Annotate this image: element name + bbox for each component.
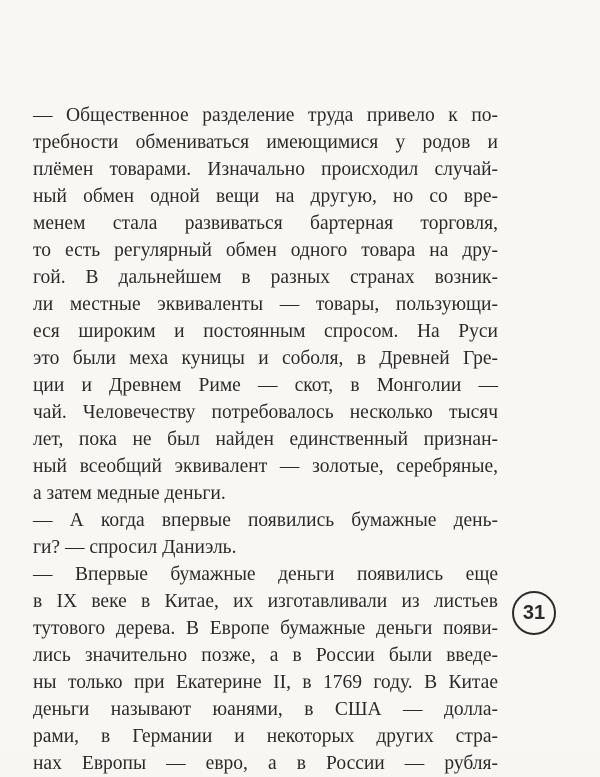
text-line: лись значительно позже, а в России были введе- <box>33 645 498 666</box>
text-line: ги? — спросил Даниэль. <box>33 537 237 558</box>
text-line: тутового дерева. В Европе бумажные деньги появи- <box>33 618 498 639</box>
page-number-badge: 31 <box>512 591 556 635</box>
text-line: это были меха куницы и соболя, в Древней Гре- <box>33 348 498 369</box>
text-line: плёмен товарами. Изначально происходил случай- <box>33 159 498 180</box>
text-line: ции и Древнем Риме — скот, в Монголии — <box>33 375 498 396</box>
text-line: — Общественное разделение труда привело к по- <box>33 105 498 126</box>
text-line: ли местные эквиваленты — товары, пользующи- <box>33 294 498 315</box>
text-line: то есть регулярный обмен одного товара на дру- <box>33 240 498 261</box>
text-line: рами, в Германии и некоторых других стра- <box>33 726 498 747</box>
text-line: а затем медные деньги. <box>33 483 226 504</box>
text-line: лет, пока не был найден единственный признан- <box>33 429 498 450</box>
text-line: чай. Человечеству потребовалось несколько тысяч <box>33 402 498 423</box>
text-line: в IX веке в Китае, их изготавливали из листьев <box>33 591 498 612</box>
text-line: требности обмениваться имеющимися у родов и <box>33 132 498 153</box>
body-text <box>33 102 498 777</box>
text-line: нах Европы — евро, а в России — рубля- <box>33 753 498 774</box>
text-line: ный обмен одной вещи на другую, но со вре- <box>33 186 498 207</box>
text-line: ны только при Екатерине II, в 1769 году. В Китае <box>33 672 498 693</box>
text-line: гой. В дальнейшем в разных странах возник- <box>33 267 498 288</box>
text-line: деньги называют юанями, в США — долла- <box>33 699 498 720</box>
text-line: — А когда впервые появились бумажные день- <box>33 510 498 531</box>
text-line: — Впервые бумажные деньги появились еще <box>33 564 498 585</box>
text-line: еся широким и постоянным спросом. На Руси <box>33 321 498 342</box>
text-line: ный всеобщий эквивалент — золотые, серебряные, <box>33 456 498 477</box>
text-line: менем стала развиваться бартерная торговля, <box>33 213 498 234</box>
